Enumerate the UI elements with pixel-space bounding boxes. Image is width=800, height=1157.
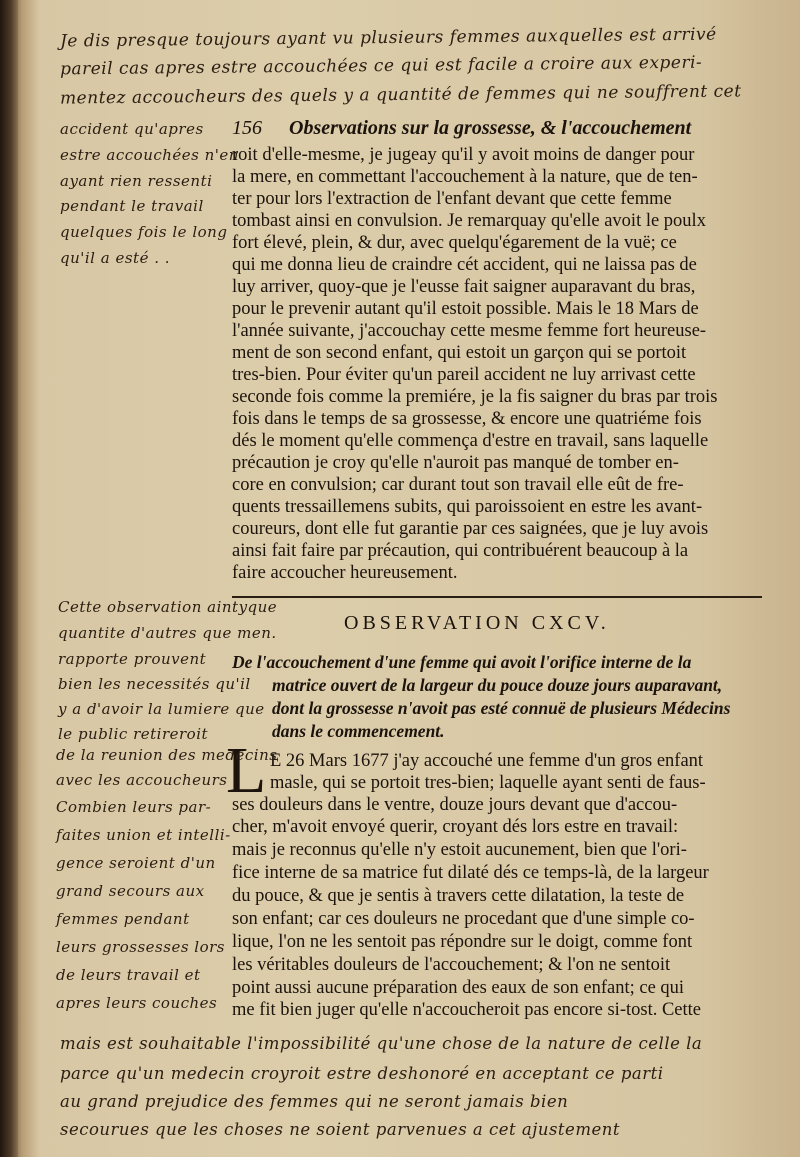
body-text-line: précaution je croy qu'elle n'auroit pas manqué de tomber en-	[232, 453, 679, 473]
body-text-line: point aussi aucune préparation des eaux de son enfant; ce qui	[232, 978, 685, 998]
observation-subtitle-line: De l'accouchement d'une femme qui avoit l'orifice interne de la	[232, 652, 692, 672]
body-text-line: la mere, en commettant l'accouchement à la nature, que de ten-	[232, 167, 698, 187]
body-text-line: luy arriver, quoy-que je l'eusse fait saigner auparavant du bras,	[232, 277, 696, 297]
margin-note-line: grand secours aux	[56, 882, 205, 900]
margin-note-line: apres leurs couches	[56, 994, 218, 1012]
body-text-line: E 26 Mars 1677 j'ay accouché une femme d'un gros enfant	[270, 751, 704, 771]
body-text-line: ses douleurs dans le ventre, douze jours devant que d'accou-	[232, 795, 678, 815]
body-text-line: du pouce, & que je sentis à travers cette dilatation, la teste de	[232, 886, 685, 906]
margin-note-line: avec les accoucheurs	[56, 771, 228, 789]
margin-note-line: gence seroient d'un	[56, 854, 216, 872]
margin-note-line: y a d'avoir la lumiere que	[58, 700, 265, 718]
margin-note-line: accident qu'apres	[60, 120, 204, 138]
margin-note-line: estre accouchées n'en	[60, 146, 239, 164]
body-text-line: fice interne de sa matrice fut dilaté dés ce temps-là, de la largeur	[232, 863, 709, 883]
observation-heading: OBSERVATION CXCV.	[344, 612, 610, 634]
book-binding	[0, 0, 18, 1157]
body-text-line: fort élevé, plein, & dur, avec quelqu'égarement de la vuë; ce	[232, 233, 677, 253]
margin-note-line: Combien leurs par-	[56, 798, 212, 816]
margin-note-line: rapporte prouvent	[58, 650, 207, 668]
body-text-line: mais je reconnus qu'elle n'y estoit aucunement, bien que l'ori-	[232, 840, 687, 860]
body-text-line: masle, qui se portoit tres-bien; laquelle ayant senti de faus-	[270, 773, 706, 793]
body-text-line: tres-bien. Pour éviter qu'un pareil accident ne luy arrivast cette	[232, 365, 696, 385]
handwritten-note-bottom-line: mais est souhaitable l'impossibilité qu'une chose de la nature de celle la	[60, 1034, 703, 1053]
margin-note-line: le public retireroit	[58, 725, 209, 743]
margin-note-line: femmes pendant	[56, 910, 190, 928]
body-text-line: pour le prevenir autant qu'il estoit possible. Mais le 18 Mars de	[232, 299, 699, 319]
handwritten-note-top-line: Je dis presque toujours ayant vu plusieurs femmes auxquelles est arrivé	[59, 24, 717, 52]
body-text-line: les véritables douleurs de l'accouchement; & l'on ne sentoit	[232, 955, 671, 975]
body-text-line: qui me donna lieu de craindre cét accident, qui ne laissa pas de	[232, 255, 697, 275]
margin-note-line: quelques fois le long	[60, 223, 228, 241]
observation-subtitle-line: dont la grossesse n'avoit pas esté connuë de plusieurs Médecins	[272, 698, 731, 718]
margin-note-line: pendant le travail	[60, 197, 204, 215]
handwritten-note-top-line: mentez accoucheurs des quels y a quantité de femmes qui ne souffrent cet	[59, 81, 742, 109]
drop-cap: L	[226, 734, 267, 807]
margin-note-line: qu'il a esté . .	[60, 249, 171, 267]
margin-note-line: Cette observation aintyque	[58, 598, 278, 616]
handwritten-note-top-line: pareil cas apres estre accouchées ce qui est facile a croire aux experi-	[59, 52, 703, 80]
body-text-line: cher, m'avoit envoyé querir, croyant dés lors estre en travail:	[232, 817, 679, 837]
body-text-line: ainsi fait faire par précaution, qui contribuérent beaucoup à la	[232, 541, 689, 561]
body-text-line: son enfant; car ces douleurs ne procedant que d'une simple co-	[232, 909, 695, 929]
body-text-line: quents tressaillemens subits, qui paroissoient en estre les avant-	[232, 497, 703, 517]
handwritten-note-bottom-line: au grand prejudice des femmes qui ne seront jamais bien	[60, 1092, 569, 1111]
running-head	[232, 117, 691, 140]
body-text-line: roit d'elle-mesme, je jugeay qu'il y avoit moins de danger pour	[232, 145, 695, 165]
section-divider	[232, 596, 762, 598]
body-text-line: ment de son second enfant, qui estoit un garçon qui se portoit	[232, 343, 687, 363]
margin-note-line: quantite d'autres que men.	[58, 624, 277, 642]
observation-subtitle-line: matrice ouvert de la largeur du pouce douze jours auparavant,	[272, 675, 723, 695]
body-text-line: fois dans le temps de sa grossesse, & encore une quatriéme fois	[232, 409, 702, 429]
body-text-line: ter pour lors l'extraction de l'enfant devant que cette femme	[232, 189, 672, 209]
body-text-line: core en convulsion; car durant tout son travail elle eût de fre-	[232, 475, 684, 495]
margin-note-line: faites union et intelli-	[56, 826, 231, 844]
margin-note-line: de la reunion des medecins	[56, 746, 278, 764]
margin-note-line: ayant rien ressenti	[60, 172, 213, 190]
body-text-line: l'année suivante, j'accouchay cette mesme femme fort heureuse-	[232, 321, 707, 341]
handwritten-note-bottom-line: secourues que les choses ne soient parvenues a cet ajustement	[60, 1120, 620, 1139]
body-text-line: coureurs, dont elle fut garantie par ces saignées, que je luy avois	[232, 519, 709, 539]
margin-note-line: de leurs travail et	[56, 966, 201, 984]
margin-note-line: bien les necessités qu'il	[58, 675, 251, 693]
body-text-line: tombast ainsi en convulsion. Je remarquay qu'elle avoit le poulx	[232, 211, 706, 231]
handwritten-note-bottom-line: parce qu'un medecin croyroit estre deshonoré en acceptant ce parti	[60, 1064, 664, 1083]
running-head-title: Observations sur la grossesse, & l'accouchement	[289, 117, 692, 139]
body-text-line: faire accoucher heureusement.	[232, 563, 458, 583]
body-text-line: me fit bien juger qu'elle n'accoucheroit pas encore si-tost. Cette	[232, 1000, 701, 1020]
body-text-line: seconde fois comme la premiére, je la fis saigner du bras par trois	[232, 387, 718, 407]
observation-subtitle-line: dans le commencement.	[272, 721, 445, 741]
body-text-line: lique, l'on ne les sentoit pas répondre sur le doigt, comme font	[232, 932, 693, 952]
page-number: 156	[232, 117, 262, 139]
body-text-line: dés le moment qu'elle commença d'estre en travail, sans laquelle	[232, 431, 709, 451]
margin-note-line: leurs grossesses lors	[56, 938, 225, 956]
